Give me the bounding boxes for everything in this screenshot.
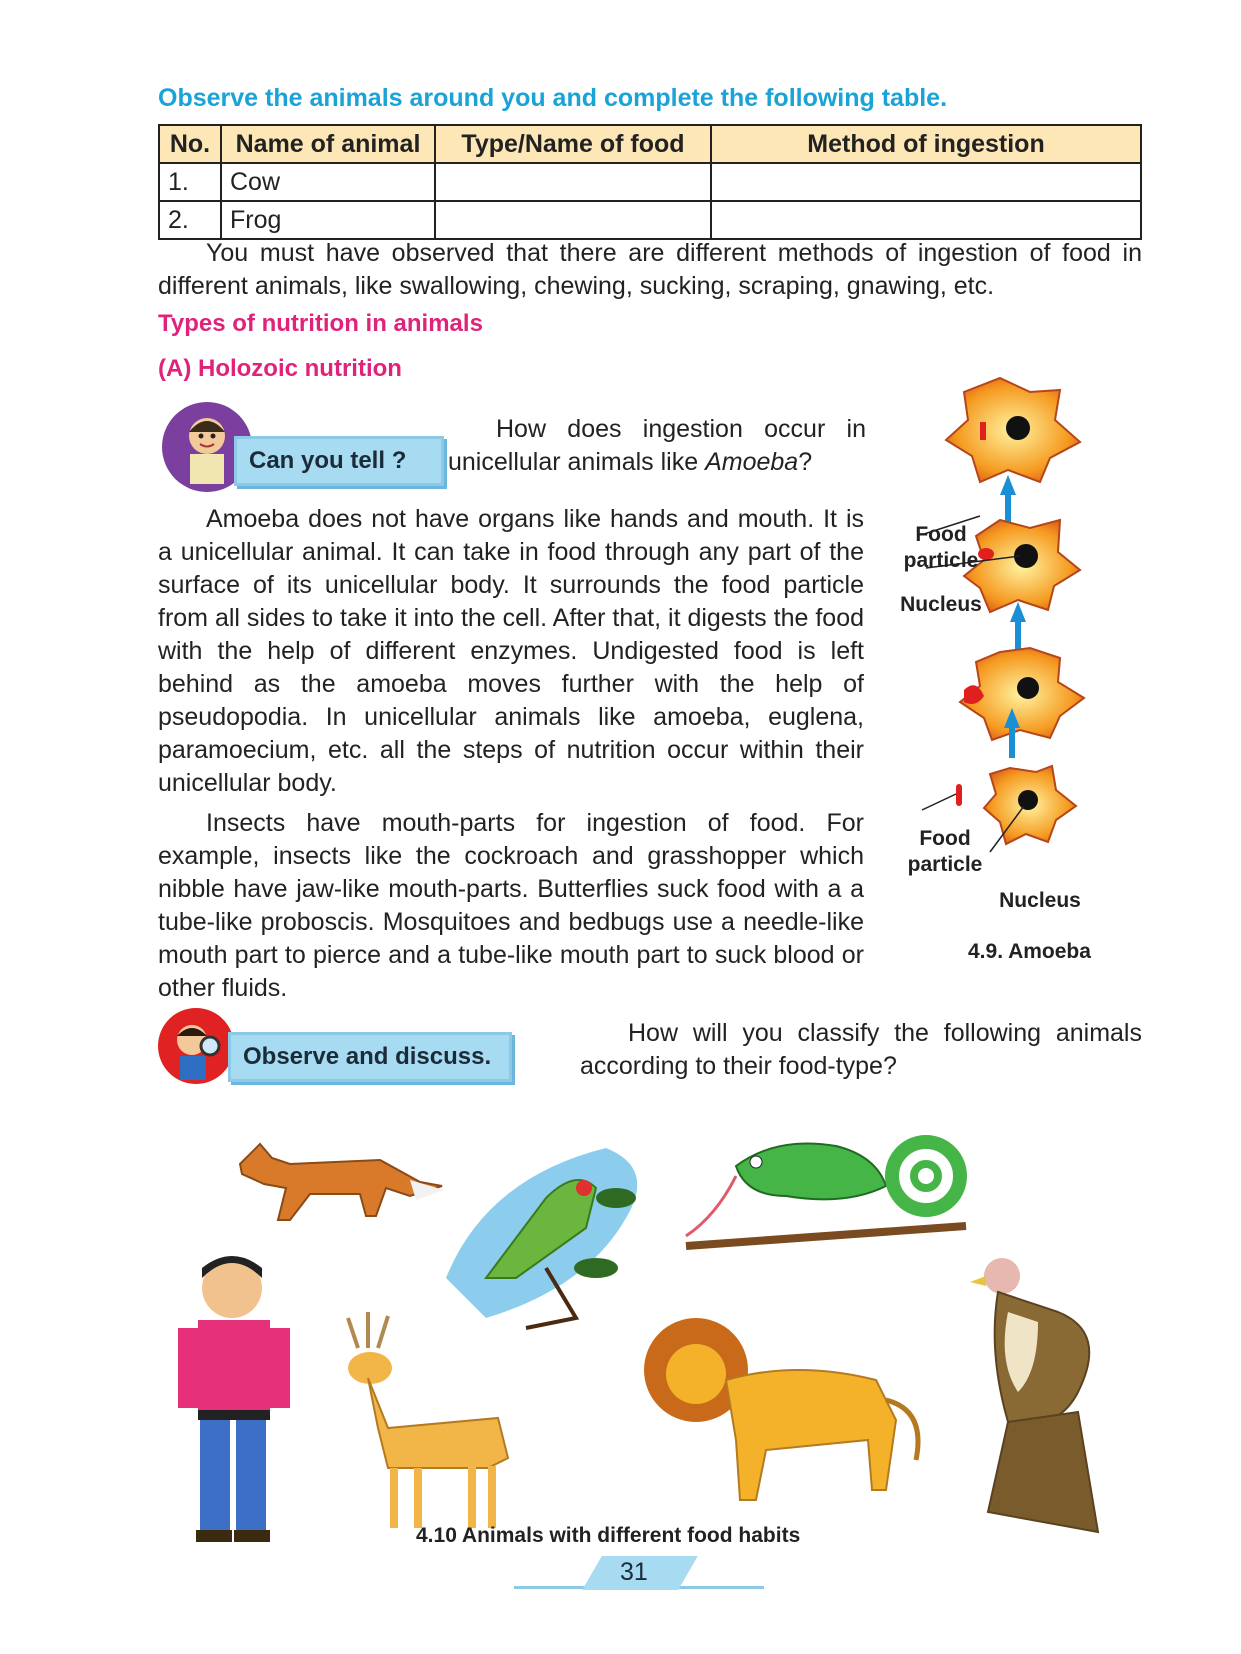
vulture-illustration [968, 1252, 1128, 1552]
fox-illustration [220, 1124, 450, 1234]
deer-illustration [318, 1308, 518, 1538]
methods-paragraph: You must have observed that there are different methods of ingestion of food in different animals, like swallowing, chewing, sucking, scraping, gnawing, etc. [158, 239, 1142, 300]
animals-caption: 4.10 Animals with different food habits [416, 1524, 801, 1547]
lion-illustration [636, 1300, 936, 1520]
amoeba-paragraph: Amoeba does not have organs like hands and mouth. It is a unicellular animal. It can take in food through any part of the surface of its unicellular body. It surrounds the food particle from all sides to take it into the cell. After that, it digests the food with the help of different enzymes. Undigested food is left behind as the amoeba moves further with the help of pseudopodia. In unicellular animals like amoeba, euglena, paramoecium, etc. all the steps of nutrition occur within their unicellular body. [158, 505, 864, 797]
table-header: Name of animal [221, 125, 435, 163]
parrot-illustration [426, 1128, 666, 1338]
table-header-row [159, 125, 1141, 163]
table-cell: Frog [221, 201, 435, 239]
amoeba-caption: 4.9. Amoeba [968, 940, 1091, 963]
observe-discuss-badge: Observe and discuss. [228, 1032, 512, 1082]
food-particle-label-1: Food particle [903, 523, 979, 572]
table-cell: 1. [159, 163, 221, 201]
table-row [159, 201, 1141, 239]
nucleus-label-1: Nucleus [900, 593, 982, 616]
question-suffix: ? [798, 448, 813, 476]
table-header: Method of ingestion [711, 125, 1141, 163]
observe-heading: Observe the animals around you and complete the following table. [158, 84, 948, 112]
amoeba-question [448, 413, 866, 479]
table-row [159, 163, 1141, 201]
table-cell: Cow [221, 163, 435, 201]
table-header: No. [159, 125, 221, 163]
magnifier-boy-icon [158, 1008, 234, 1084]
classify-question: How will you classify the following animals according to their food-type? [580, 1019, 1142, 1080]
table-cell[interactable] [435, 163, 711, 201]
chameleon-illustration [676, 1126, 976, 1266]
types-heading: Types of nutrition in animals [158, 310, 483, 337]
nucleus-label-2: Nucleus [999, 889, 1081, 912]
question-text: How does ingestion occur in unicellular animals like [448, 415, 866, 476]
insects-paragraph: Insects have mouth-parts for ingestion of food. For example, insects like the cockroach and grasshopper which nibble have jaw-like mouth-parts. Butterflies suck food with a a tube-like proboscis. Mosquitoes and bedbugs use a needle-like mouth part to pierce and a tube-like mouth part to suck blood or other fluids. [158, 809, 864, 1002]
question-italic: Amoeba [705, 448, 799, 476]
holozoic-heading: (A) Holozoic nutrition [158, 355, 402, 382]
man-illustration [170, 1248, 310, 1548]
observation-table [158, 124, 1142, 240]
table-cell[interactable] [711, 163, 1141, 201]
food-particle-label-2: Food particle [907, 827, 983, 876]
table-header: Type/Name of food [435, 125, 711, 163]
table-cell[interactable] [711, 201, 1141, 239]
can-you-tell-badge: Can you tell ? [234, 436, 444, 486]
page-number: 31 [620, 1558, 648, 1586]
table-cell: 2. [159, 201, 221, 239]
table-cell[interactable] [435, 201, 711, 239]
